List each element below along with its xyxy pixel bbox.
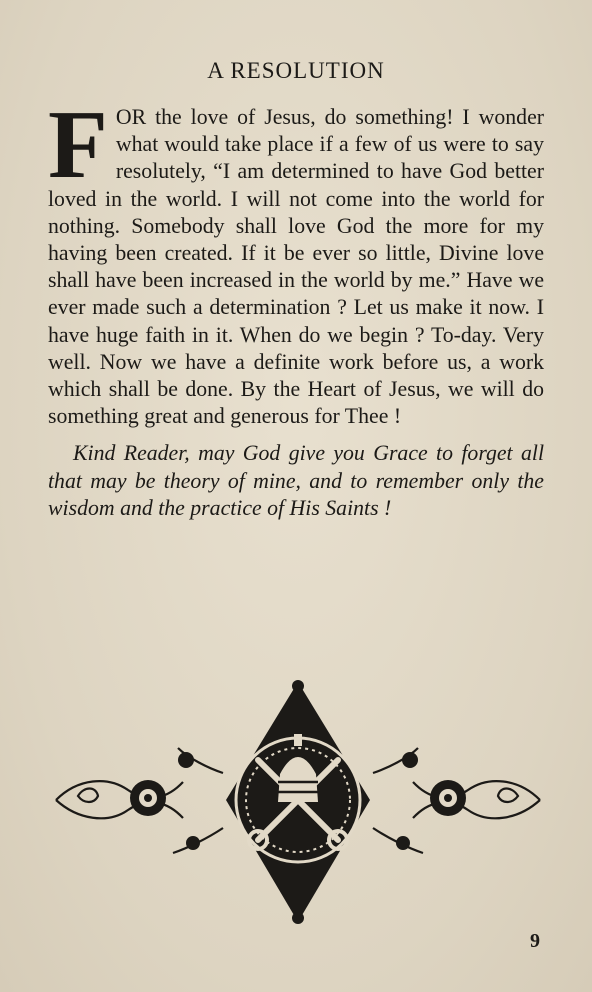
crossed-keys-tiara-emblem-icon [48,678,548,928]
page-number: 9 [530,930,540,952]
page-title: A RESOLUTION [207,58,385,83]
drop-cap: F [48,91,108,199]
main-paragraph [48,91,544,522]
closing-paragraph: Kind Reader, may God give you Grace to forget all that may be theory of mine, and to remember only the wisdom and the practice of His Saints ! [48,441,544,520]
main-paragraph-text: OR the love of Jesus, do something! I wonder what would take place if a few of us were to say resolutely, “I am determined to have God better loved in the world. I will not come into the world for nothing. Somebody shall love God the more for my having been created. If it be ever so little, Divine love shall have been increased in the world by me.” Have we ever made such a determination ? Let us make it now. I have huge faith in it. When do we begin ? To-day. Very well. Now we have a definite work before us, a work which shall be done. By the Heart of Jesus, we will do something great and generous for Thee ! [48,105,544,429]
